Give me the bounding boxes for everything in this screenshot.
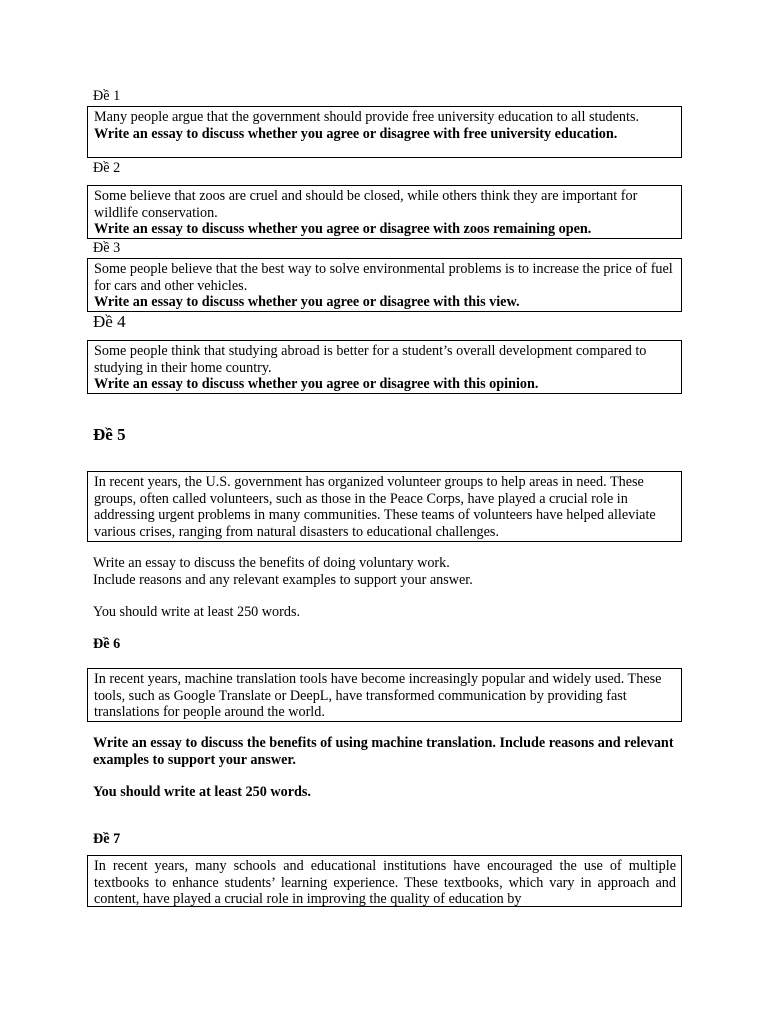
de4-prompt-box: [87, 340, 682, 394]
de6-word-count: You should write at least 250 words.: [93, 784, 311, 800]
de2-prompt: Some believe that zoos are cruel and should be closed, while others think they are important for wildlife conservation.: [94, 188, 638, 221]
de6-heading: Đề 6: [93, 636, 121, 652]
de2-heading: Đề 2: [93, 160, 121, 176]
de7-prompt: In recent years, many schools and educational institutions have encouraged the use of multiple textbooks to enhance students’ learning experience. These textbooks, which vary in approach and content, have played a crucial role in improving the quality of education by: [94, 858, 676, 907]
de7-prompt-box: [87, 855, 682, 907]
de5-task-line2: Include reasons and any relevant examples to support your answer.: [93, 572, 473, 588]
de6-prompt-box: [87, 668, 682, 722]
de3-heading: Đề 3: [93, 240, 121, 256]
de3-prompt: Some people believe that the best way to solve environmental problems is to increase the price of fuel for cars and other vehicles.: [94, 261, 673, 294]
de4-prompt: Some people think that studying abroad is better for a student’s overall development compared to studying in their home country.: [94, 343, 647, 376]
de7-heading: Đề 7: [93, 831, 121, 847]
de1-task: Write an essay to discuss whether you agree or disagree with free university education.: [94, 125, 618, 142]
de6-prompt: In recent years, machine translation tools have become increasingly popular and widely used. These tools, such as Google Translate or DeepL, have transformed communication by providing fast translations for people around the world.: [94, 671, 662, 721]
de2-prompt-box: [87, 185, 682, 239]
de4-task: Write an essay to discuss whether you agree or disagree with this opinion.: [94, 376, 539, 393]
de5-prompt-box: [87, 471, 682, 542]
de4-heading: Đề 4: [93, 312, 126, 331]
de3-prompt-box: [87, 258, 682, 312]
de5-heading: Đề 5: [93, 425, 126, 444]
de3-task: Write an essay to discuss whether you agree or disagree with this view.: [94, 294, 520, 311]
de5-prompt: In recent years, the U.S. government has organized volunteer groups to help areas in need. These groups, often called volunteers, such as those in the Peace Corps, have played a crucial role in addressing urgent problems in many communities. These teams of volunteers have helped alleviate various crises, ranging from natural disasters to educational challenges.: [94, 474, 656, 540]
de6-task: Write an essay to discuss the benefits of using machine translation. Include reasons and relevant examples to support your answer.: [93, 735, 674, 768]
de1-heading: Đề 1: [93, 88, 121, 104]
de1-prompt-box: [87, 106, 682, 158]
de5-task-line1: Write an essay to discuss the benefits of doing voluntary work.: [93, 555, 450, 571]
de1-prompt: Many people argue that the government should provide free university education to all students.: [94, 109, 640, 125]
de5-word-count: You should write at least 250 words.: [93, 604, 301, 620]
de2-task: Write an essay to discuss whether you agree or disagree with zoos remaining open.: [94, 221, 592, 238]
